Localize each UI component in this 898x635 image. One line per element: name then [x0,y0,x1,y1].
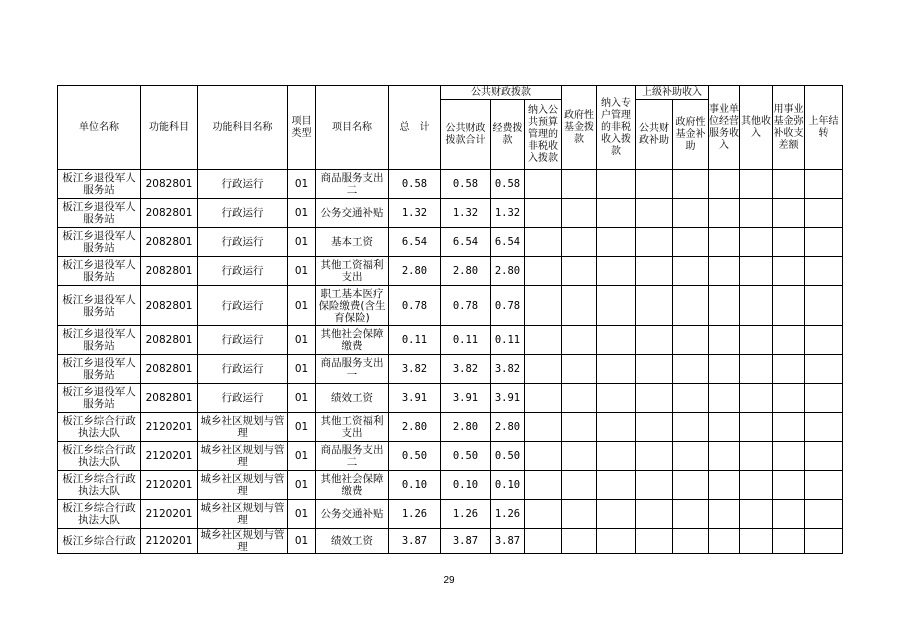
empty-cell [773,257,805,286]
empty-cell [773,228,805,257]
unit-cell: 板江乡退役军人服务站 [58,384,141,413]
public-total-cell: 0.50 [441,442,491,471]
table-row [58,228,843,257]
empty-cell [740,199,773,228]
empty-cell [805,413,843,442]
empty-cell [709,170,740,199]
empty-cell [597,286,636,326]
unit-cell: 板江乡退役军人服务站 [58,257,141,286]
header-proj-type: 项目类型 [288,86,316,170]
project-type-cell: 01 [288,199,316,228]
unit-cell: 板江乡综合行政执法大队 [58,500,141,529]
empty-cell [636,529,673,554]
empty-cell [673,286,709,326]
empty-cell [773,529,805,554]
project-name-cell: 基本工资 [316,228,389,257]
table-row [58,286,843,326]
empty-cell [636,257,673,286]
project-type-cell: 01 [288,529,316,554]
empty-cell [636,170,673,199]
page-number: 29 [443,575,455,586]
empty-cell [673,257,709,286]
empty-cell [562,471,597,500]
empty-cell [805,384,843,413]
header-public-total: 公共财政拨款合计 [441,100,491,170]
header-business: 事业单位经营服务收入 [709,86,740,170]
function-code-cell: 2120201 [141,413,198,442]
empty-cell [709,199,740,228]
empty-cell [709,384,740,413]
project-name-cell: 其他社会保障缴费 [316,326,389,355]
function-code-cell: 2082801 [141,286,198,326]
function-name-cell: 城乡社区规划与管理 [198,413,288,442]
empty-cell [773,355,805,384]
empty-cell [597,413,636,442]
function-name-cell: 城乡社区规划与管理 [198,500,288,529]
total-cell: 1.32 [389,199,441,228]
empty-cell [673,500,709,529]
unit-cell: 板江乡退役军人服务站 [58,326,141,355]
function-name-cell: 行政运行 [198,257,288,286]
empty-cell [525,257,562,286]
empty-cell [562,355,597,384]
public-total-cell: 3.82 [441,355,491,384]
empty-cell [740,228,773,257]
empty-cell [562,529,597,554]
function-code-cell: 2082801 [141,170,198,199]
fund-cell: 1.32 [491,199,525,228]
total-cell: 0.11 [389,326,441,355]
fund-cell: 6.54 [491,228,525,257]
function-code-cell: 2082801 [141,384,198,413]
empty-cell [709,442,740,471]
fund-cell: 0.58 [491,170,525,199]
table-row [58,326,843,355]
empty-cell [525,286,562,326]
fund-cell: 3.82 [491,355,525,384]
header-carryover: 上年结转 [805,86,843,170]
empty-cell [773,170,805,199]
function-name-cell: 行政运行 [198,286,288,326]
empty-cell [709,257,740,286]
empty-cell [709,326,740,355]
function-name-cell: 城乡社区规划与管理 [198,471,288,500]
table-row [58,471,843,500]
table-row [58,199,843,228]
project-type-cell: 01 [288,228,316,257]
empty-cell [525,228,562,257]
empty-cell [805,199,843,228]
empty-cell [562,257,597,286]
empty-cell [562,170,597,199]
total-cell: 2.80 [389,257,441,286]
header-gov-fund: 政府性基金拨款 [562,86,597,170]
empty-cell [773,413,805,442]
header-public-group: 公共财政拨款 [441,86,562,100]
empty-cell [805,170,843,199]
table-row [58,170,843,199]
empty-cell [805,442,843,471]
unit-cell: 板江乡综合行政执法大队 [58,413,141,442]
empty-cell [636,500,673,529]
empty-cell [525,384,562,413]
table-row [58,442,843,471]
project-name-cell: 商品服务支出一 [316,355,389,384]
fund-cell: 2.80 [491,413,525,442]
empty-cell [673,326,709,355]
empty-cell [805,286,843,326]
empty-cell [597,500,636,529]
empty-cell [740,286,773,326]
total-cell: 3.87 [389,529,441,554]
project-name-cell: 其他社会保障缴费 [316,471,389,500]
empty-cell [805,529,843,554]
empty-cell [597,442,636,471]
header-superior-public: 公共财政补助 [636,100,673,170]
header-func-name: 功能科目名称 [198,86,288,170]
public-total-cell: 1.32 [441,199,491,228]
table-row [58,257,843,286]
project-type-cell: 01 [288,170,316,199]
empty-cell [562,442,597,471]
project-type-cell: 01 [288,384,316,413]
public-total-cell: 6.54 [441,228,491,257]
function-name-cell: 行政运行 [198,199,288,228]
header-func-code: 功能科目 [141,86,198,170]
empty-cell [525,355,562,384]
project-type-cell: 01 [288,413,316,442]
budget-table [57,85,843,554]
function-name-cell: 行政运行 [198,170,288,199]
empty-cell [562,326,597,355]
unit-cell: 板江乡退役军人服务站 [58,170,141,199]
empty-cell [805,228,843,257]
header-other: 其他收入 [740,86,773,170]
project-type-cell: 01 [288,471,316,500]
public-total-cell: 0.10 [441,471,491,500]
total-cell: 2.80 [389,413,441,442]
function-code-cell: 2120201 [141,529,198,554]
empty-cell [740,170,773,199]
total-cell: 6.54 [389,228,441,257]
empty-cell [805,326,843,355]
function-name-cell: 行政运行 [198,228,288,257]
empty-cell [525,529,562,554]
header-special-nontax: 纳入专户管理的非税收入拨款 [597,86,636,170]
empty-cell [740,529,773,554]
empty-cell [525,326,562,355]
header-reserve: 用事业基金弥补收支差额 [773,86,805,170]
empty-cell [740,257,773,286]
function-name-cell: 城乡社区规划与管理 [198,442,288,471]
project-name-cell: 商品服务支出二 [316,442,389,471]
empty-cell [740,355,773,384]
fund-cell: 3.91 [491,384,525,413]
empty-cell [562,228,597,257]
project-name-cell: 其他工资福利支出 [316,413,389,442]
empty-cell [673,355,709,384]
empty-cell [773,199,805,228]
empty-cell [525,500,562,529]
empty-cell [673,384,709,413]
empty-cell [709,355,740,384]
empty-cell [805,471,843,500]
project-type-cell: 01 [288,442,316,471]
total-cell: 0.10 [389,471,441,500]
empty-cell [709,500,740,529]
unit-cell: 板江乡综合行政执法大队 [58,471,141,500]
function-name-cell: 行政运行 [198,355,288,384]
function-name-cell: 行政运行 [198,384,288,413]
empty-cell [709,286,740,326]
empty-cell [773,442,805,471]
empty-cell [562,384,597,413]
function-code-cell: 2120201 [141,500,198,529]
empty-cell [740,500,773,529]
empty-cell [597,384,636,413]
empty-cell [709,228,740,257]
total-cell: 0.58 [389,170,441,199]
function-code-cell: 2082801 [141,199,198,228]
table-row [58,355,843,384]
empty-cell [562,286,597,326]
total-cell: 3.91 [389,384,441,413]
header-superior-group: 上级补助收入 [636,86,709,100]
empty-cell [525,413,562,442]
function-code-cell: 2120201 [141,471,198,500]
empty-cell [709,529,740,554]
table-row [58,384,843,413]
empty-cell [636,199,673,228]
empty-cell [773,384,805,413]
empty-cell [673,199,709,228]
empty-cell [636,355,673,384]
empty-cell [773,326,805,355]
empty-cell [562,500,597,529]
empty-cell [773,286,805,326]
empty-cell [773,500,805,529]
header-total: 总 计 [389,86,441,170]
empty-cell [709,413,740,442]
project-name-cell: 公务交通补贴 [316,500,389,529]
unit-cell: 板江乡综合行政 [58,529,141,554]
function-code-cell: 2082801 [141,228,198,257]
empty-cell [740,326,773,355]
project-name-cell: 公务交通补贴 [316,199,389,228]
empty-cell [805,500,843,529]
empty-cell [597,471,636,500]
project-type-cell: 01 [288,326,316,355]
empty-cell [525,170,562,199]
empty-cell [773,471,805,500]
public-total-cell: 3.87 [441,529,491,554]
empty-cell [636,384,673,413]
empty-cell [673,442,709,471]
fund-cell: 3.87 [491,529,525,554]
empty-cell [525,199,562,228]
empty-cell [673,413,709,442]
table-row [58,500,843,529]
empty-cell [673,228,709,257]
public-total-cell: 0.78 [441,286,491,326]
project-name-cell: 商品服务支出二 [316,170,389,199]
empty-cell [740,442,773,471]
project-type-cell: 01 [288,286,316,326]
public-total-cell: 3.91 [441,384,491,413]
empty-cell [597,257,636,286]
empty-cell [597,355,636,384]
table-row [58,529,843,554]
empty-cell [636,471,673,500]
fund-cell: 1.26 [491,500,525,529]
project-name-cell: 职工基本医疗保险缴费(含生育保险) [316,286,389,326]
empty-cell [525,442,562,471]
fund-cell: 0.50 [491,442,525,471]
unit-cell: 板江乡退役军人服务站 [58,355,141,384]
public-total-cell: 0.11 [441,326,491,355]
project-type-cell: 01 [288,355,316,384]
empty-cell [673,529,709,554]
total-cell: 0.78 [389,286,441,326]
function-name-cell: 行政运行 [198,326,288,355]
empty-cell [562,199,597,228]
header-proj-name: 项目名称 [316,86,389,170]
empty-cell [740,471,773,500]
fund-cell: 0.11 [491,326,525,355]
table-row [58,413,843,442]
empty-cell [805,257,843,286]
unit-cell: 板江乡综合行政执法大队 [58,442,141,471]
project-type-cell: 01 [288,257,316,286]
total-cell: 0.50 [389,442,441,471]
empty-cell [740,384,773,413]
public-total-cell: 0.58 [441,170,491,199]
empty-cell [597,228,636,257]
function-code-cell: 2082801 [141,326,198,355]
empty-cell [562,413,597,442]
function-name-cell: 城乡社区规划与管理 [198,529,288,554]
empty-cell [597,326,636,355]
empty-cell [636,413,673,442]
public-total-cell: 2.80 [441,257,491,286]
header-superior-gov: 政府性基金补助 [673,100,709,170]
empty-cell [673,471,709,500]
empty-cell [805,355,843,384]
empty-cell [597,199,636,228]
project-name-cell: 绩效工资 [316,529,389,554]
empty-cell [525,471,562,500]
empty-cell [673,170,709,199]
empty-cell [597,170,636,199]
function-code-cell: 2082801 [141,257,198,286]
fund-cell: 0.78 [491,286,525,326]
unit-cell: 板江乡退役军人服务站 [58,228,141,257]
public-total-cell: 1.26 [441,500,491,529]
fund-cell: 2.80 [491,257,525,286]
header-fund: 经费拨款 [491,100,525,170]
empty-cell [636,326,673,355]
total-cell: 1.26 [389,500,441,529]
empty-cell [597,529,636,554]
function-code-cell: 2120201 [141,442,198,471]
project-name-cell: 其他工资福利支出 [316,257,389,286]
empty-cell [636,228,673,257]
empty-cell [636,286,673,326]
empty-cell [636,442,673,471]
unit-cell: 板江乡退役军人服务站 [58,199,141,228]
project-type-cell: 01 [288,500,316,529]
function-code-cell: 2082801 [141,355,198,384]
empty-cell [740,413,773,442]
total-cell: 3.82 [389,355,441,384]
unit-cell: 板江乡退役军人服务站 [58,286,141,326]
empty-cell [709,471,740,500]
header-unit: 单位名称 [58,86,141,170]
project-name-cell: 绩效工资 [316,384,389,413]
header-nontax: 纳入公共预算管理的非税收入拨款 [525,100,562,170]
fund-cell: 0.10 [491,471,525,500]
public-total-cell: 2.80 [441,413,491,442]
